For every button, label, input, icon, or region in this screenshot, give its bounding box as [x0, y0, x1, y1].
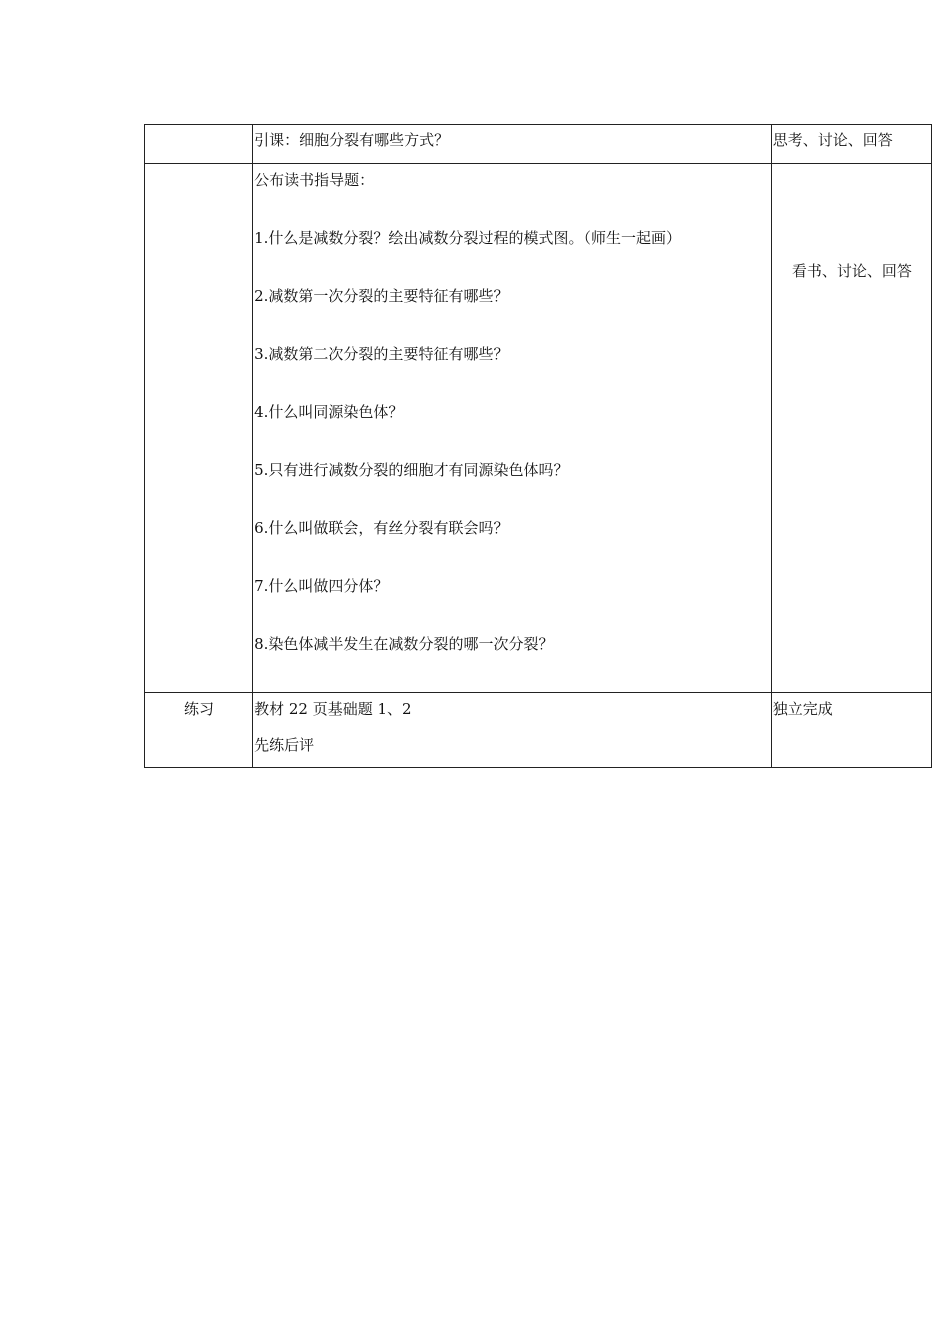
- guide-question: 8.染色体减半发生在减数分裂的哪一次分裂？: [254, 635, 554, 653]
- guide-question: 2.减数第一次分裂的主要特征有哪些？: [254, 287, 509, 305]
- guide-question: 1.什么是减数分裂？绘出减数分裂过程的模式图。（师生一起画）: [254, 229, 681, 247]
- stage-cell: [145, 164, 253, 693]
- activity-cell: [771, 125, 931, 164]
- stage-cell: [145, 693, 253, 768]
- guide-question-list: [253, 164, 771, 692]
- guide-question: 4.什么叫同源染色体？: [254, 403, 404, 421]
- intro-question: 引课：细胞分裂有哪些方式？: [254, 131, 450, 149]
- guide-question: 6.什么叫做联会，有丝分裂有联会吗？: [254, 519, 509, 537]
- content-cell: [253, 164, 772, 693]
- table-row: [145, 164, 932, 693]
- activity-cell: [771, 693, 931, 768]
- table-row: [145, 693, 932, 768]
- lesson-plan-table: [144, 124, 932, 768]
- content-cell: [253, 125, 772, 164]
- practice-task: 教材 22 页基础题 1、2: [254, 700, 412, 718]
- content-cell: [253, 693, 772, 768]
- stage-label: [145, 125, 252, 130]
- guide-heading: 公布读书指导题：: [254, 171, 375, 189]
- practice-note: 先练后评: [254, 736, 315, 754]
- activity-cell: [771, 164, 931, 693]
- guide-question: 5.只有进行减数分裂的细胞才有同源染色体吗？: [254, 461, 569, 479]
- student-activity: 看书、讨论、回答: [791, 262, 912, 280]
- stage-label: 练习: [184, 700, 215, 718]
- table-row: [145, 125, 932, 164]
- stage-cell: [145, 125, 253, 164]
- stage-label: [145, 164, 252, 168]
- student-activity: 思考、讨论、回答: [772, 131, 893, 149]
- guide-question: 7.什么叫做四分体？: [254, 577, 389, 595]
- guide-question: 3.减数第二次分裂的主要特征有哪些？: [254, 345, 509, 363]
- student-activity: 独立完成: [772, 700, 833, 718]
